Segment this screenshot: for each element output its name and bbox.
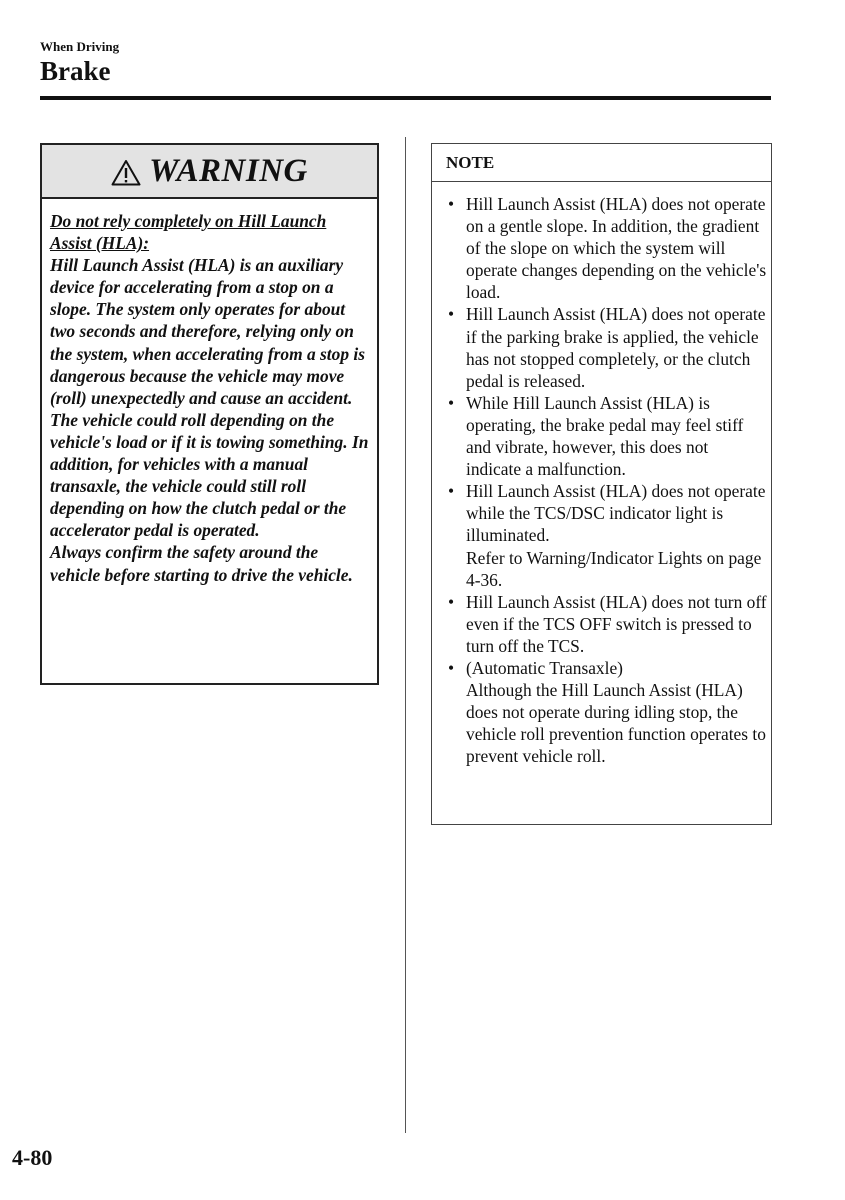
note-item xyxy=(446,392,767,480)
note-item-text: Hill Launch Assist (HLA) does not turn off even if the TCS OFF switch is pressed to turn off the TCS. xyxy=(466,591,767,656)
warning-triangle-icon xyxy=(111,159,141,186)
page-number: 4-80 xyxy=(12,1145,53,1170)
note-item-text: While Hill Launch Assist (HLA) is operating, the brake pedal may feel stiff and vibrate, however, this does not indicate a malfunction. xyxy=(466,392,744,480)
bullet-icon: • xyxy=(448,392,455,413)
bullet-icon: • xyxy=(448,657,455,678)
page-title: Brake xyxy=(40,56,111,86)
warning-paragraph: Hill Launch Assist (HLA) is an auxiliary device for accelerating from a stop on a slope. The system only operates for about two seconds and therefore, relying only on the system, when accelerating from a stop is dangerous because the vehicle may move (roll) unexpectedly and cause an accident. xyxy=(50,255,365,408)
note-item-text: Hill Launch Assist (HLA) does not operate on a gentle slope. In addition, the gradient of the slope on which the system will operate changes depending on the vehicle's load. xyxy=(466,194,767,303)
note-item xyxy=(446,480,767,590)
note-item xyxy=(446,657,767,767)
note-list xyxy=(432,182,771,767)
bullet-icon: • xyxy=(448,304,455,325)
bullet-icon: • xyxy=(448,194,455,214)
note-item-text: Hill Launch Assist (HLA) does not operate while the TCS/DSC indicator light is illuminated. xyxy=(466,481,766,546)
note-item xyxy=(446,303,767,391)
column-divider xyxy=(405,137,406,1133)
bullet-icon: • xyxy=(448,481,455,502)
note-item xyxy=(446,193,767,303)
note-item-detail: Although the Hill Launch Assist (HLA) does not operate during idling stop, the vehicle roll prevention function operates to prevent vehicle roll. xyxy=(466,680,766,767)
note-box xyxy=(431,143,772,825)
note-item-text: (Automatic Transaxle) xyxy=(466,657,623,678)
warning-box xyxy=(40,143,379,685)
warning-body xyxy=(42,199,377,586)
warning-paragraph: The vehicle could roll depending on the vehicle's load or if it is towing something. In addition, for vehicles with a manual transaxle, the vehicle could still roll depending on how the clutch pedal or the accelerator pedal is operated. xyxy=(50,409,369,541)
note-item xyxy=(446,591,767,657)
section-label: When Driving xyxy=(40,39,120,54)
bullet-icon: • xyxy=(448,591,455,612)
header-rule xyxy=(40,96,771,100)
note-title: NOTE xyxy=(432,144,771,182)
warning-paragraph: Always confirm the safety around the vehicle before starting to drive the vehicle. xyxy=(50,542,353,585)
warning-title: WARNING xyxy=(149,152,308,189)
warning-header xyxy=(42,145,377,199)
note-item-text: Hill Launch Assist (HLA) does not operate if the parking brake is applied, the vehicle has not stopped completely, or the clutch pedal is released. xyxy=(466,304,766,391)
warning-heading: Do not rely completely on Hill Launch Assist (HLA): xyxy=(50,211,327,254)
note-item-reference: Refer to Warning/Indicator Lights on page 4-36. xyxy=(466,547,762,590)
